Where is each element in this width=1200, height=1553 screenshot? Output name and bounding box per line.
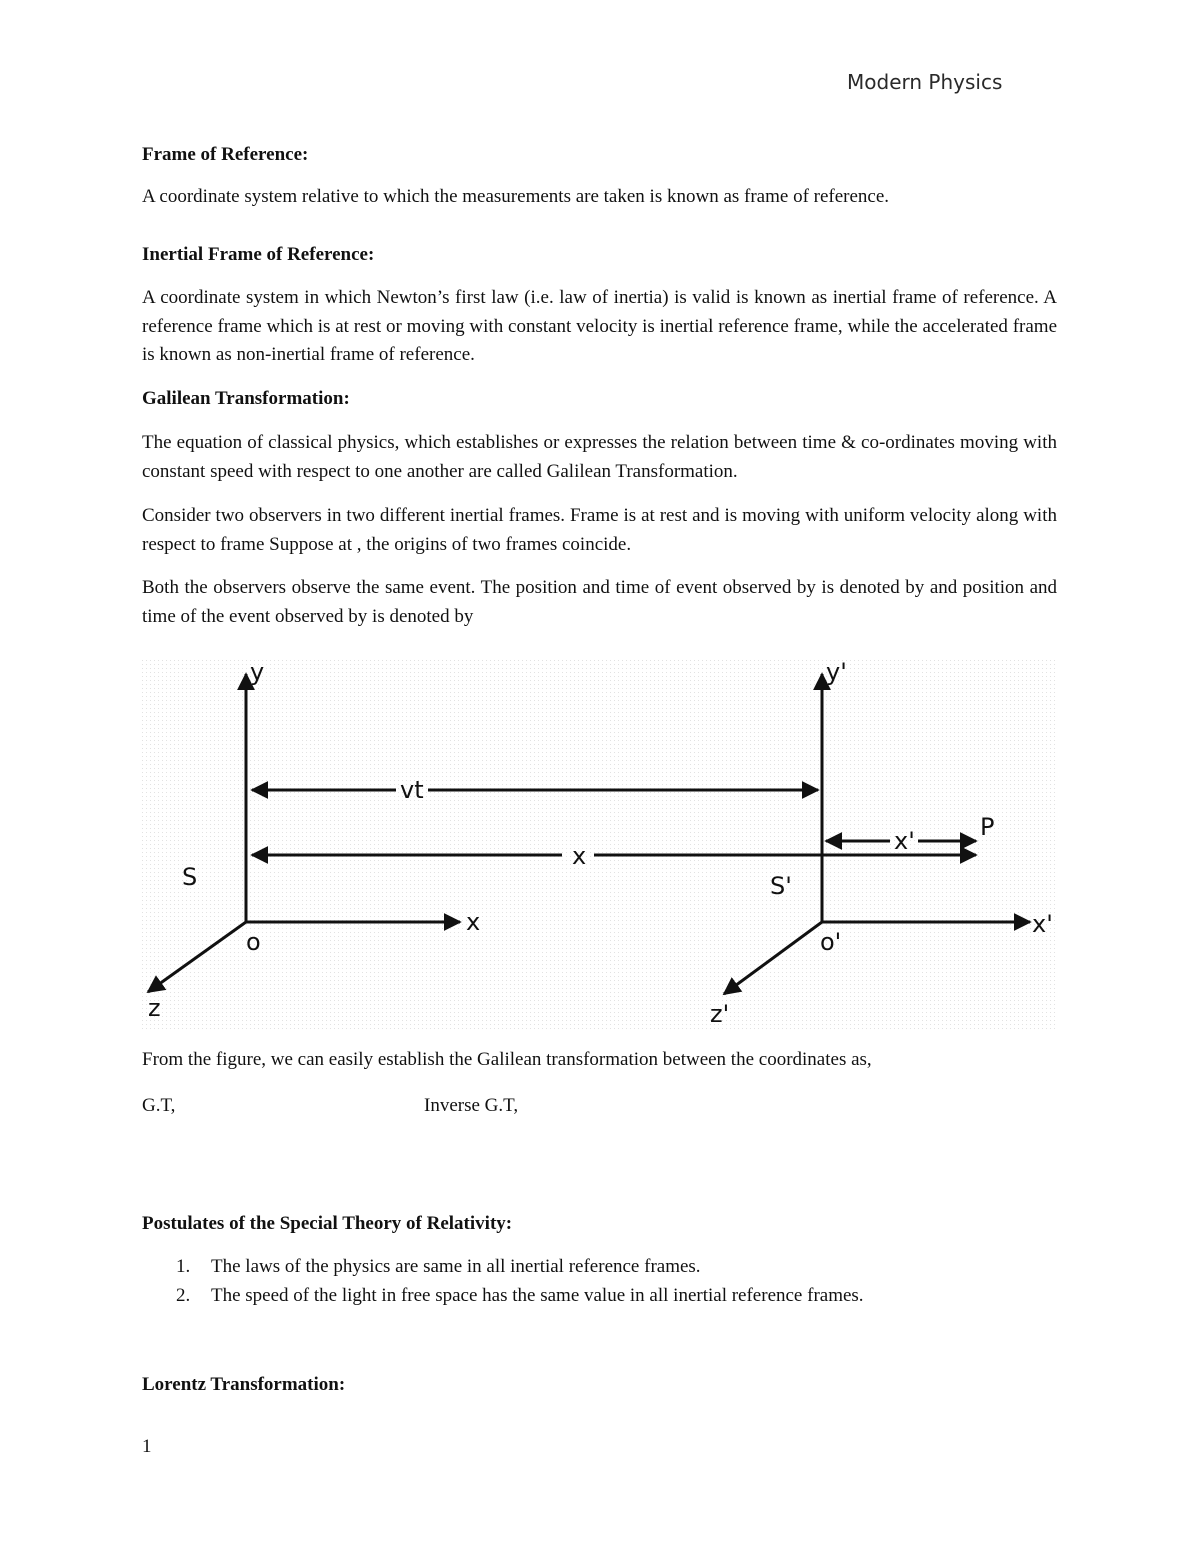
paragraph-frame-of-reference: A coordinate system relative to which the measurements are taken is known as frame of reference. <box>142 186 890 207</box>
list-item <box>176 1285 864 1307</box>
frame-s-prime-label: S' <box>770 872 792 900</box>
x-distance-label: x <box>572 842 587 870</box>
paragraph-from-figure: From the figure, we can easily establish the Galilean transformation between the coordinates as, <box>142 1049 872 1070</box>
y-prime-axis-label: y' <box>826 660 847 686</box>
x-axis-label: x <box>466 908 481 936</box>
y-axis-label: y <box>250 660 265 686</box>
page-number: 1 <box>142 1436 152 1457</box>
origin-label: o <box>246 928 261 956</box>
point-p-label: P <box>980 813 995 841</box>
x-prime-distance-label: x' <box>894 827 915 855</box>
list-item-number: 1. <box>176 1256 191 1277</box>
heading-galilean-transformation: Galilean Transformation: <box>142 388 350 409</box>
list-item-number: 2. <box>176 1285 191 1306</box>
z-axis-label: z <box>148 994 161 1022</box>
paragraph-event-observation: Both the observers observe the same event. The position and time of event observed by is denoted by and position and time of the event observed by is denoted by <box>142 577 1057 627</box>
z-prime-axis-label: z' <box>710 1000 730 1028</box>
origin-prime-label: o' <box>820 928 842 956</box>
paragraph-galilean-definition: The equation of classical physics, which establishes or expresses the relation between time & co-ordinates moving with constant speed with respect to one another are called Galilean Transformation. <box>142 432 1057 482</box>
heading-frame-of-reference: Frame of Reference: <box>142 144 309 165</box>
figure-background <box>142 660 1057 1030</box>
list-item-text: The speed of the light in free space has the same value in all inertial reference frames. <box>211 1285 864 1306</box>
heading-postulates: Postulates of the Special Theory of Relativity: <box>142 1213 513 1234</box>
gt-label: G.T, <box>142 1095 176 1116</box>
paragraph-two-observers: Consider two observers in two different inertial frames. Frame is at rest and is moving with uniform velocity along with respect to frame Suppose at , the origins of two frames coincide. <box>142 505 1057 555</box>
list-item-text: The laws of the physics are same in all inertial reference frames. <box>211 1256 701 1277</box>
x-prime-axis-label: x' <box>1032 910 1053 938</box>
galilean-frames-figure <box>142 660 1057 1030</box>
paragraph-inertial-frame: A coordinate system in which Newton’s first law (i.e. law of inertia) is valid is known as inertial frame of reference. A reference frame which is at rest or moving with constant velocity is inertial reference frame, while the accelerated frame is known as non-inertial frame of reference. <box>142 287 1057 365</box>
list-item <box>176 1256 701 1278</box>
heading-inertial-frame: Inertial Frame of Reference: <box>142 244 375 265</box>
frame-s-label: S <box>182 863 198 891</box>
inverse-gt-label: Inverse G.T, <box>424 1095 519 1116</box>
vt-label: vt <box>400 776 424 804</box>
running-header: Modern Physics <box>847 70 1003 94</box>
heading-lorentz-transformation: Lorentz Transformation: <box>142 1374 346 1395</box>
